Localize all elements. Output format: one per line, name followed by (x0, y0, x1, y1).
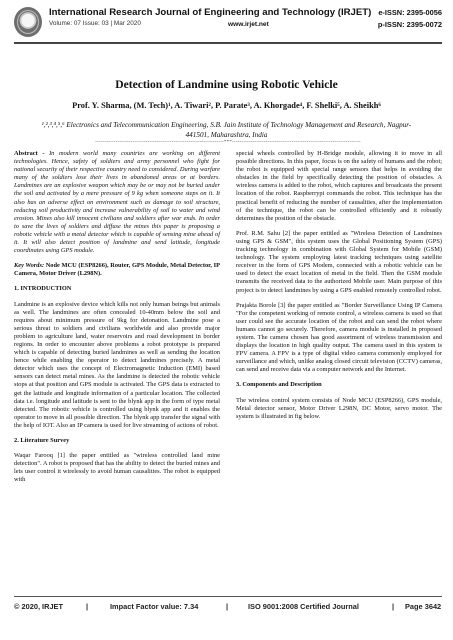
keywords-label: Key Words: (14, 262, 45, 270)
introduction-text: Landmine is an explosive device which kills not only human beings but animals as well. The landmines are often concealed 10-40mm below the soil and requires about minimum pressure of 9kg for detonation. Landmine pose a serious threat to soldiers and civilians worldwide and also provide major problem to agriculture land, water reservoirs and road development in border regions. In order to encounter above problems a robot prototype is prepared which is capable of detecting buried landmines as well as sending the location hence while enabling the operator to detect landmines precisely. A metal detector which uses the concept of Electromagnetic Induction (EMI) based sensors can detect metal mines. As the landmine is detected the robotic vehicle stops at that position and GPS module is activated. The GPS data is extracted to get the latitude and longitude information of a particular location. The collected data i.e. longitude and latitude is sent to the blynk app in the form of type metal detected. The robotic vehicle is controlled using blynk app and it enables the operator to move in all possible direction. The blynk app transfer the signal with the help of IOT. Also an IP camera is used for live streaming of actions of robot. (14, 300, 220, 429)
header-divider (14, 42, 442, 44)
literature-survey-text: Waqar Farooq [1] the paper entitled as "wireless controlled land mine detection". A robot is proposed that has the ability to detect the buried mines and lets user control it wirelessly to avoid human causalities. The robot is equipped with (14, 452, 220, 484)
section-separator: ---------------------------------------------------------------------***--------------------------------------------------------------------- (95, 140, 361, 145)
journal-name: International Research Journal of Engineering and Technology (IRJET) (49, 7, 372, 18)
footer-separator: | (392, 602, 395, 611)
footer-page-number: Page 3642 (405, 602, 442, 611)
journal-header (14, 7, 442, 41)
abstract-text: In modern world many countries are working on different technologies. Hence, safety of soldiers and army personnel who fight for national security of their respective country need to considered. During warfare many of the soldiers lose their lives in abandoned areas or at borders. Landmines are an explosive weapon which may be or may not be buried under the soil and activated by a mere pressure of 9 kg when someone steps on it. It also has an adverse effect on environment such as damage to soil structure, reducing soil productivity and increase vulnerability of soil to water and wind erosion. Mines also kill innocent civilians and soldiers after war ends. In order to save the lives of soldiers and diffuse the mines this paper is proposing a robotic vehicle with a metal detector which is capable of sensing mine ahead of it. It will also detect position of landmine and send latitude, longitude coordinates using GPS module. (14, 150, 220, 255)
literature-survey-heading: 2. Literature Survey (14, 437, 70, 444)
volume-issue: Volume: 07 Issue: 03 | Mar 2020 (49, 20, 141, 27)
right-column (236, 150, 442, 428)
journal-url[interactable]: www.irjet.net (228, 21, 269, 28)
footer-iso: ISO 9001:2008 Certified Journal (248, 602, 359, 611)
footer-impact-factor: Impact Factor value: 7.34 (110, 602, 199, 611)
keywords-text: Node MCU (ESP8266), Router, GPS Module, Metal Detector, IP Camera, Motor Driver (L298N). (14, 262, 221, 278)
e-issn: e-ISSN: 2395-0056 (378, 8, 442, 17)
abstract (14, 150, 220, 255)
footer-separator: | (86, 602, 89, 611)
keywords (14, 262, 220, 278)
footer-divider (14, 596, 442, 597)
affiliation: ¹,²,³,⁴,⁵,⁶ Electronics and Telecommunication Engineering, S.B. Jain Institute of Technology Management and Research, Nagpur-441501, Maharashtra, India (41, 121, 412, 139)
introduction-heading: 1. INTRODUCTION (14, 285, 72, 293)
paragraph-sahu: Prof. R.M. Sahu [2] the paper entitled as "Wireless Detection of Landmines using GPS & GSM", this system uses the Global Positioning System (GPS) tracking technology in combination with Global System for Mobile (GSM) technology. The system employing latest tracking techniques using satellite receiver in the form of GPS Modem, connected with a robotic vehicle can be used to detect the exact location of metal in the field. Then the GSM module transmits the received data to the authorized Mobile user. Main purpose of this project is to detect landmines by using a GPS enabled remotely controlled robot. (236, 229, 442, 294)
paragraph-borole: Prajakta Borole [3] the paper entitled as "Border Surveillance Using IP Camera "For the competent working of remote control, a wireless camera is used so that user could see the accurate location of the robot and can send the robot where humans cannot go securely. Therefore, camera module is installed in proposed system. The camera chosen has good assortment of wireless transmission and displays the location in high quality output. The camera used in this system is FPV camera. A FPV is a type of digital video camera commonly employed for surveillance and which, unlike analog closed circuit television (CCTV) cameras, can send and receive data via a computer network and the Internet. (236, 301, 442, 374)
footer-separator: | (226, 602, 229, 611)
components-text: The wireless control system consists of Node MCU (ESP8266), GPS module, Metal detector sensor, Motor Driver L298N, DC Motor, servo motor. The system is illustrated in fig below. (236, 396, 442, 420)
author-list: Prof. Y. Sharma, (M. Tech)¹, A. Tiwari², P. Parate³, A. Khorgade⁴, F. Shelki⁵, A. Sheikh⁶ (72, 101, 381, 110)
journal-logo (14, 7, 42, 37)
abstract-label: Abstract - (14, 150, 45, 157)
paragraph-robot-wheels: special wheels controlled by H-Bridge module, allowing it to move in all possible directions. In this paper, focus is on the safety of humans and the robot; the robot is equipped with special range sensors that helps in avoiding the obstacles in the field by specifically detecting the position of obstacles. A wireless camera is added to the robot, which captures and broadcasts the present location of the robot. Raspberrypi commands the robot. This technique has the practical benefit of reducing the number of causalities, after the implementation of the technique, the robot can be controlled efficiently and it robustly determines the position of the obstacle. (236, 150, 442, 222)
paper-title: Detection of Landmine using Robotic Vehicle (115, 78, 338, 91)
left-column (14, 150, 220, 491)
footer-copyright: © 2020, IRJET (14, 602, 63, 611)
p-issn: p-ISSN: 2395-0072 (377, 20, 442, 29)
components-heading: 3. Components and Description (236, 381, 322, 389)
